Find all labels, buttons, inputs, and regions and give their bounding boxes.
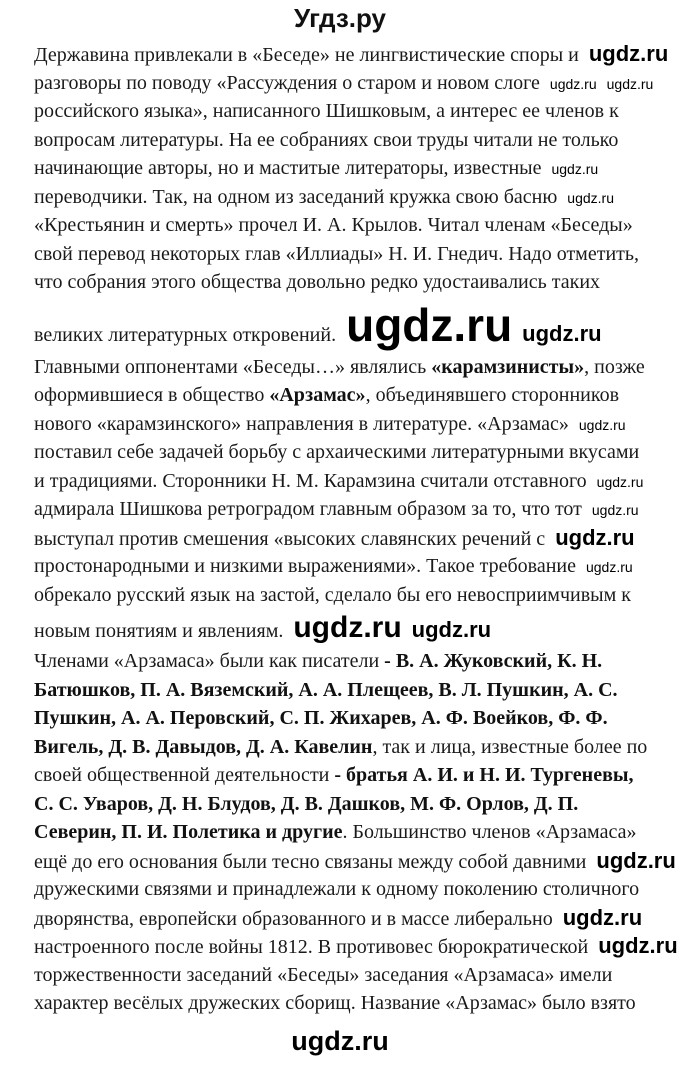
- text-line: [34, 297, 674, 353]
- text-line: [34, 381, 674, 410]
- watermark: ugdz.ru: [578, 416, 626, 433]
- text: новым понятиям и явлениям.: [34, 620, 284, 642]
- bold-text: Вигель, Д. В. Давыдов, Д. А. Кавелин: [34, 735, 373, 758]
- text: свой перевод некоторых глав «Иллиады» Н. И. Гнедич. Надо отметить,: [34, 242, 640, 265]
- watermark: ugdz.ru: [585, 559, 633, 575]
- text-line: [34, 240, 674, 269]
- bold-text: С. С. Уваров, Д. Н. Блудов, Д. В. Дашков, М. Ф. Орлов, Д. П.: [34, 792, 579, 815]
- watermark: ugdz.ru: [596, 847, 676, 873]
- text-line: [34, 183, 674, 212]
- text-line: [34, 154, 674, 183]
- text: . Большинство членов «Арзамаса»: [342, 821, 637, 843]
- text: ещё до его основания были тесно связаны между собой давними: [34, 850, 587, 873]
- text-line: [34, 69, 674, 98]
- bold-text: «карамзинисты»: [431, 355, 585, 378]
- text: и традициями. Сторонники Н. М. Карамзина считали отставного: [34, 469, 587, 492]
- text-line: [34, 647, 674, 676]
- bold-text: - братья А. И. и Н. И. Тургеневы,: [334, 764, 634, 786]
- text-line: [34, 438, 674, 467]
- footer-watermark-row: [34, 1024, 646, 1058]
- text: начинающие авторы, но и маститые литераторы, известные: [34, 157, 542, 179]
- text: Главными оппонентами «Беседы…» являлись: [34, 355, 432, 378]
- text: дворянства, европейски образованного и в массе либерально: [34, 907, 553, 930]
- text: простонародными и низкими выражениями». Такое требование: [34, 555, 576, 577]
- text-line: [34, 495, 674, 524]
- bold-text: Батюшков, П. А. Вяземский, А. А. Плещеев, В. Л. Пушкин, А. С.: [34, 678, 618, 701]
- text-line: [34, 761, 674, 790]
- text-line: [34, 97, 674, 126]
- text: нового «карамзинского» направления в литературе. «Арзамас»: [34, 412, 569, 435]
- bold-text: «Арзамас»: [269, 384, 366, 406]
- watermark: ugdz.ru: [555, 524, 635, 550]
- watermark: ugdz.ru: [562, 904, 643, 930]
- watermark: ugdz.ru: [596, 473, 644, 490]
- text-line: [34, 989, 674, 1018]
- text: российского языка», написанного Шишковым, а интерес ее членов к: [34, 100, 619, 122]
- text: , так и лица, известные более по: [372, 735, 648, 758]
- text-line: [34, 524, 674, 553]
- text-line: [34, 211, 674, 240]
- text: переводчики. Так, на одном из заседаний кружка свою басню: [34, 185, 558, 208]
- text-line: [34, 40, 674, 69]
- text: , позже: [584, 355, 645, 378]
- text-line: [34, 704, 674, 733]
- text: характер весёлых дружеских сборищ. Название «Арзамас» было взято: [34, 992, 636, 1014]
- bold-text: Северин, П. И. Полетика и другие: [34, 821, 343, 843]
- text-line: [34, 818, 674, 847]
- text: поставил себе задачей борьбу с архаическими литературными вкусами: [34, 441, 640, 463]
- text-line: [34, 875, 674, 904]
- text-line: [34, 552, 674, 581]
- bold-text: Пушкин, А. А. Перовский, С. П. Жихарев, А. Ф. Воейков, Ф. Ф.: [34, 707, 608, 729]
- text-line: [34, 847, 674, 876]
- text: вопросам литературы. На ее собраниях свои труды читали не только: [34, 128, 619, 151]
- text-line: [34, 733, 674, 762]
- watermark: ugdz.ru: [588, 41, 669, 66]
- text: , объединявшего сторонников: [365, 384, 620, 406]
- watermark: ugdz.ru: [293, 611, 402, 644]
- text: настроенного после войны 1812. В противовес бюрократической: [34, 936, 589, 958]
- text-line: [34, 676, 674, 705]
- text: адмирала Шишкова ретроградом главным образом за то, что тот: [34, 498, 582, 520]
- text: обрекало русский язык на застой, сделало бы его невосприимчивым к: [34, 583, 631, 606]
- watermark: ugdz.ru: [411, 617, 492, 642]
- text-line: [34, 410, 674, 439]
- text: Членами «Арзамаса» были как писатели: [34, 650, 385, 672]
- text-line: [34, 581, 674, 610]
- site-header-title: Угдз.ру: [294, 3, 386, 33]
- text-line: [34, 268, 674, 297]
- watermark: ugdz.ru: [591, 502, 639, 518]
- text: «Крестьянин и смерть» прочел И. А. Крылов. Читал членам «Беседы»: [34, 214, 633, 236]
- text: оформившиеся в общество: [34, 384, 270, 406]
- text: великих литературных откровений.: [34, 323, 337, 346]
- text-line: [34, 467, 674, 496]
- text: что собрания этого общества довольно редко удостаивались таких: [34, 271, 601, 293]
- watermark: ugdz.ru: [346, 298, 513, 351]
- watermark: ugdz.ru: [291, 1025, 389, 1056]
- text-line: [34, 961, 674, 990]
- text-line: [34, 904, 674, 933]
- text: Державина привлекали в «Беседе» не лингвистические споры и: [34, 44, 579, 66]
- text: выступал против смешения «высоких славянских речений с: [34, 527, 546, 550]
- text: разговоры по поводу «Рассуждения о старом и новом слоге: [34, 71, 540, 94]
- text-line: [34, 353, 674, 382]
- watermark: ugdz.ru: [567, 189, 614, 206]
- text: своей общественной деятельности: [34, 764, 335, 786]
- watermark: ugdz.ru: [598, 933, 678, 958]
- text: торжественности заседаний «Беседы» заседания «Арзамаса» имели: [34, 963, 613, 986]
- text-line: [34, 609, 674, 647]
- bold-text: - В. А. Жуковский, К. Н.: [384, 650, 603, 672]
- watermark: ugdz.ru: [606, 75, 654, 92]
- text-line: [34, 126, 674, 155]
- watermark: ugdz.ru: [522, 320, 602, 346]
- watermark: ugdz.ru: [549, 75, 597, 92]
- text: дружескими связями и принадлежали к одному поколению столичного: [34, 878, 640, 900]
- text-line: [34, 932, 678, 961]
- document-body: [34, 40, 678, 1058]
- watermark: ugdz.ru: [551, 161, 599, 177]
- text-line: [34, 790, 674, 819]
